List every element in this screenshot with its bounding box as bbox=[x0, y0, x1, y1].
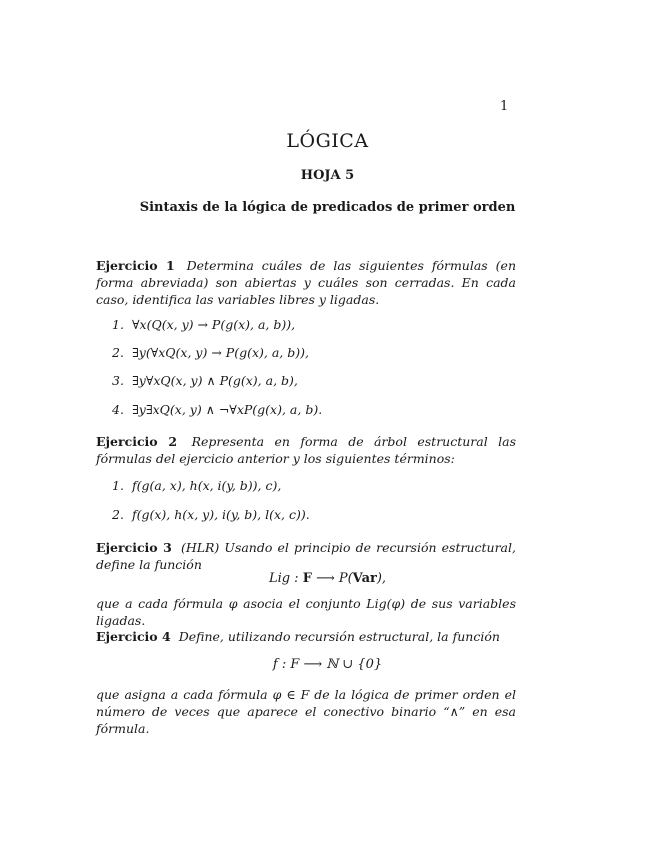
formula-part-bold: Var bbox=[352, 571, 377, 586]
item-number: 2. bbox=[112, 507, 124, 522]
sheet-heading: HOJA 5 bbox=[300, 168, 355, 183]
exercise-4-after bbox=[96, 686, 516, 737]
exercise-3 bbox=[96, 539, 516, 573]
exercise-3-after-text: que a cada fórmula φ asocia el conjunto Lig(φ) de sus variables ligadas. bbox=[96, 596, 516, 628]
exercise-1-item-4 bbox=[112, 402, 322, 417]
item-formula: ∃y∃xQ(x, y) ∧ ¬∀xP(g(x), a, b). bbox=[131, 402, 323, 417]
item-formula: ∃y(∀xQ(x, y) → P(g(x), a, b)), bbox=[131, 345, 309, 360]
exercise-1-item-3 bbox=[112, 373, 298, 388]
exercise-4-after-text: que asigna a cada fórmula φ ∈ F de la lógica de primer orden el número de veces que aparece el conectivo binario “∧” en esa fórmula. bbox=[96, 687, 516, 736]
exercise-1-text: Determina cuáles de las siguientes fórmulas (en forma abreviada) son abiertas y cuáles son cerradas. En cada caso, identifica las variables libres y ligadas. bbox=[96, 258, 516, 307]
exercise-2-text: Representa en forma de árbol estructural las fórmulas del ejercicio anterior y los siguientes términos: bbox=[96, 434, 516, 466]
item-number: 4. bbox=[112, 402, 124, 417]
formula-part: Lig : bbox=[268, 571, 303, 586]
item-formula: ∀x(Q(x, y) → P(g(x), a, b)), bbox=[131, 317, 296, 332]
formula-part: ), bbox=[376, 571, 387, 586]
exercise-4-text: Define, utilizando recursión estructural, la función bbox=[178, 629, 500, 644]
formula-part: ⟶ P( bbox=[311, 571, 353, 586]
exercise-4-label: Ejercicio 4 bbox=[96, 629, 171, 644]
item-number: 3. bbox=[112, 373, 124, 388]
item-formula: f(g(a, x), h(x, i(y, b)), c), bbox=[131, 478, 282, 493]
exercise-3-text: (HLR) Usando el principio de recursión estructural, define la función bbox=[96, 540, 516, 572]
exercise-3-label: Ejercicio 3 bbox=[96, 540, 172, 555]
exercise-1-label: Ejercicio 1 bbox=[96, 258, 175, 273]
exercise-1-item-1 bbox=[112, 317, 295, 332]
exercise-2-item-2 bbox=[112, 507, 310, 522]
exercise-2-item-1 bbox=[112, 478, 281, 493]
item-number: 1. bbox=[112, 478, 124, 493]
exercise-3-after bbox=[96, 595, 516, 629]
formula-part-bold: F bbox=[302, 571, 312, 586]
exercise-4-formula: f : F ⟶ ℕ ∪ {0} bbox=[272, 657, 383, 672]
item-formula: f(g(x), h(x, y), i(y, b), l(x, c)). bbox=[131, 507, 310, 522]
subtitle: Sintaxis de la lógica de predicados de primer orden bbox=[139, 200, 516, 215]
item-number: 1. bbox=[112, 317, 124, 332]
exercise-2 bbox=[96, 433, 516, 467]
item-formula: ∃y∀xQ(x, y) ∧ P(g(x), a, b), bbox=[131, 373, 298, 388]
exercise-4 bbox=[96, 628, 516, 645]
exercise-1-item-2 bbox=[112, 345, 309, 360]
page-number: 1 bbox=[500, 99, 509, 114]
page-title: LÓGICA bbox=[286, 130, 369, 152]
item-number: 2. bbox=[112, 345, 124, 360]
exercise-3-formula bbox=[0, 571, 655, 586]
exercise-1 bbox=[96, 257, 516, 308]
exercise-2-label: Ejercicio 2 bbox=[96, 434, 178, 449]
